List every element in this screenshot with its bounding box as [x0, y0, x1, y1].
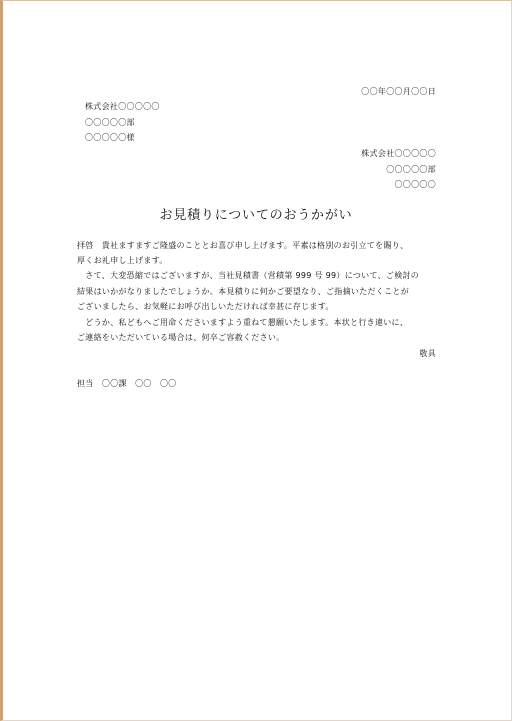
- sender-person: 〇〇〇〇〇: [394, 180, 436, 189]
- sender-company: 株式会社〇〇〇〇〇: [361, 149, 436, 158]
- body-line: ございましたら、お気軽にお呼び出しいただければ幸甚に存じます。: [77, 302, 334, 311]
- body-line: どうか、私どもへご用命くださいますよう重ねて懇願いたします。本状と行き違いに、: [77, 318, 409, 327]
- closing-keigu: 敬具: [419, 349, 436, 358]
- letter-date: 〇〇年〇〇月〇〇日: [361, 87, 436, 96]
- body-line: 厚くお礼申し上げます。: [77, 256, 168, 265]
- document-page: [3, 1, 511, 720]
- body-line: 結果はいかがなりましたでしょうか。本見積りに何かご要望なり、ご指摘いただくことが: [77, 287, 409, 296]
- contact-person: 担当 〇〇課 〇〇 〇〇: [77, 379, 177, 388]
- recipient-person: 〇〇〇〇〇様: [85, 133, 135, 142]
- body-line: 拝啓 貴社ますますご隆盛のこととお喜び申し上げます。平素は格別のお引立てを賜り、: [77, 241, 409, 250]
- letter-title: お見積りについてのおうかがい: [159, 208, 353, 223]
- body-line: ご連絡をいただいている場合は、何卒ご容赦ください。: [77, 333, 285, 342]
- recipient-department: 〇〇〇〇〇部: [85, 118, 135, 127]
- sender-department: 〇〇〇〇〇部: [386, 165, 436, 174]
- body-line: さて、大変恐縮ではございますが、当社見積書（営積第 999 号 99）について、ご検討の: [77, 271, 420, 280]
- recipient-company: 株式会社〇〇〇〇〇: [85, 102, 160, 111]
